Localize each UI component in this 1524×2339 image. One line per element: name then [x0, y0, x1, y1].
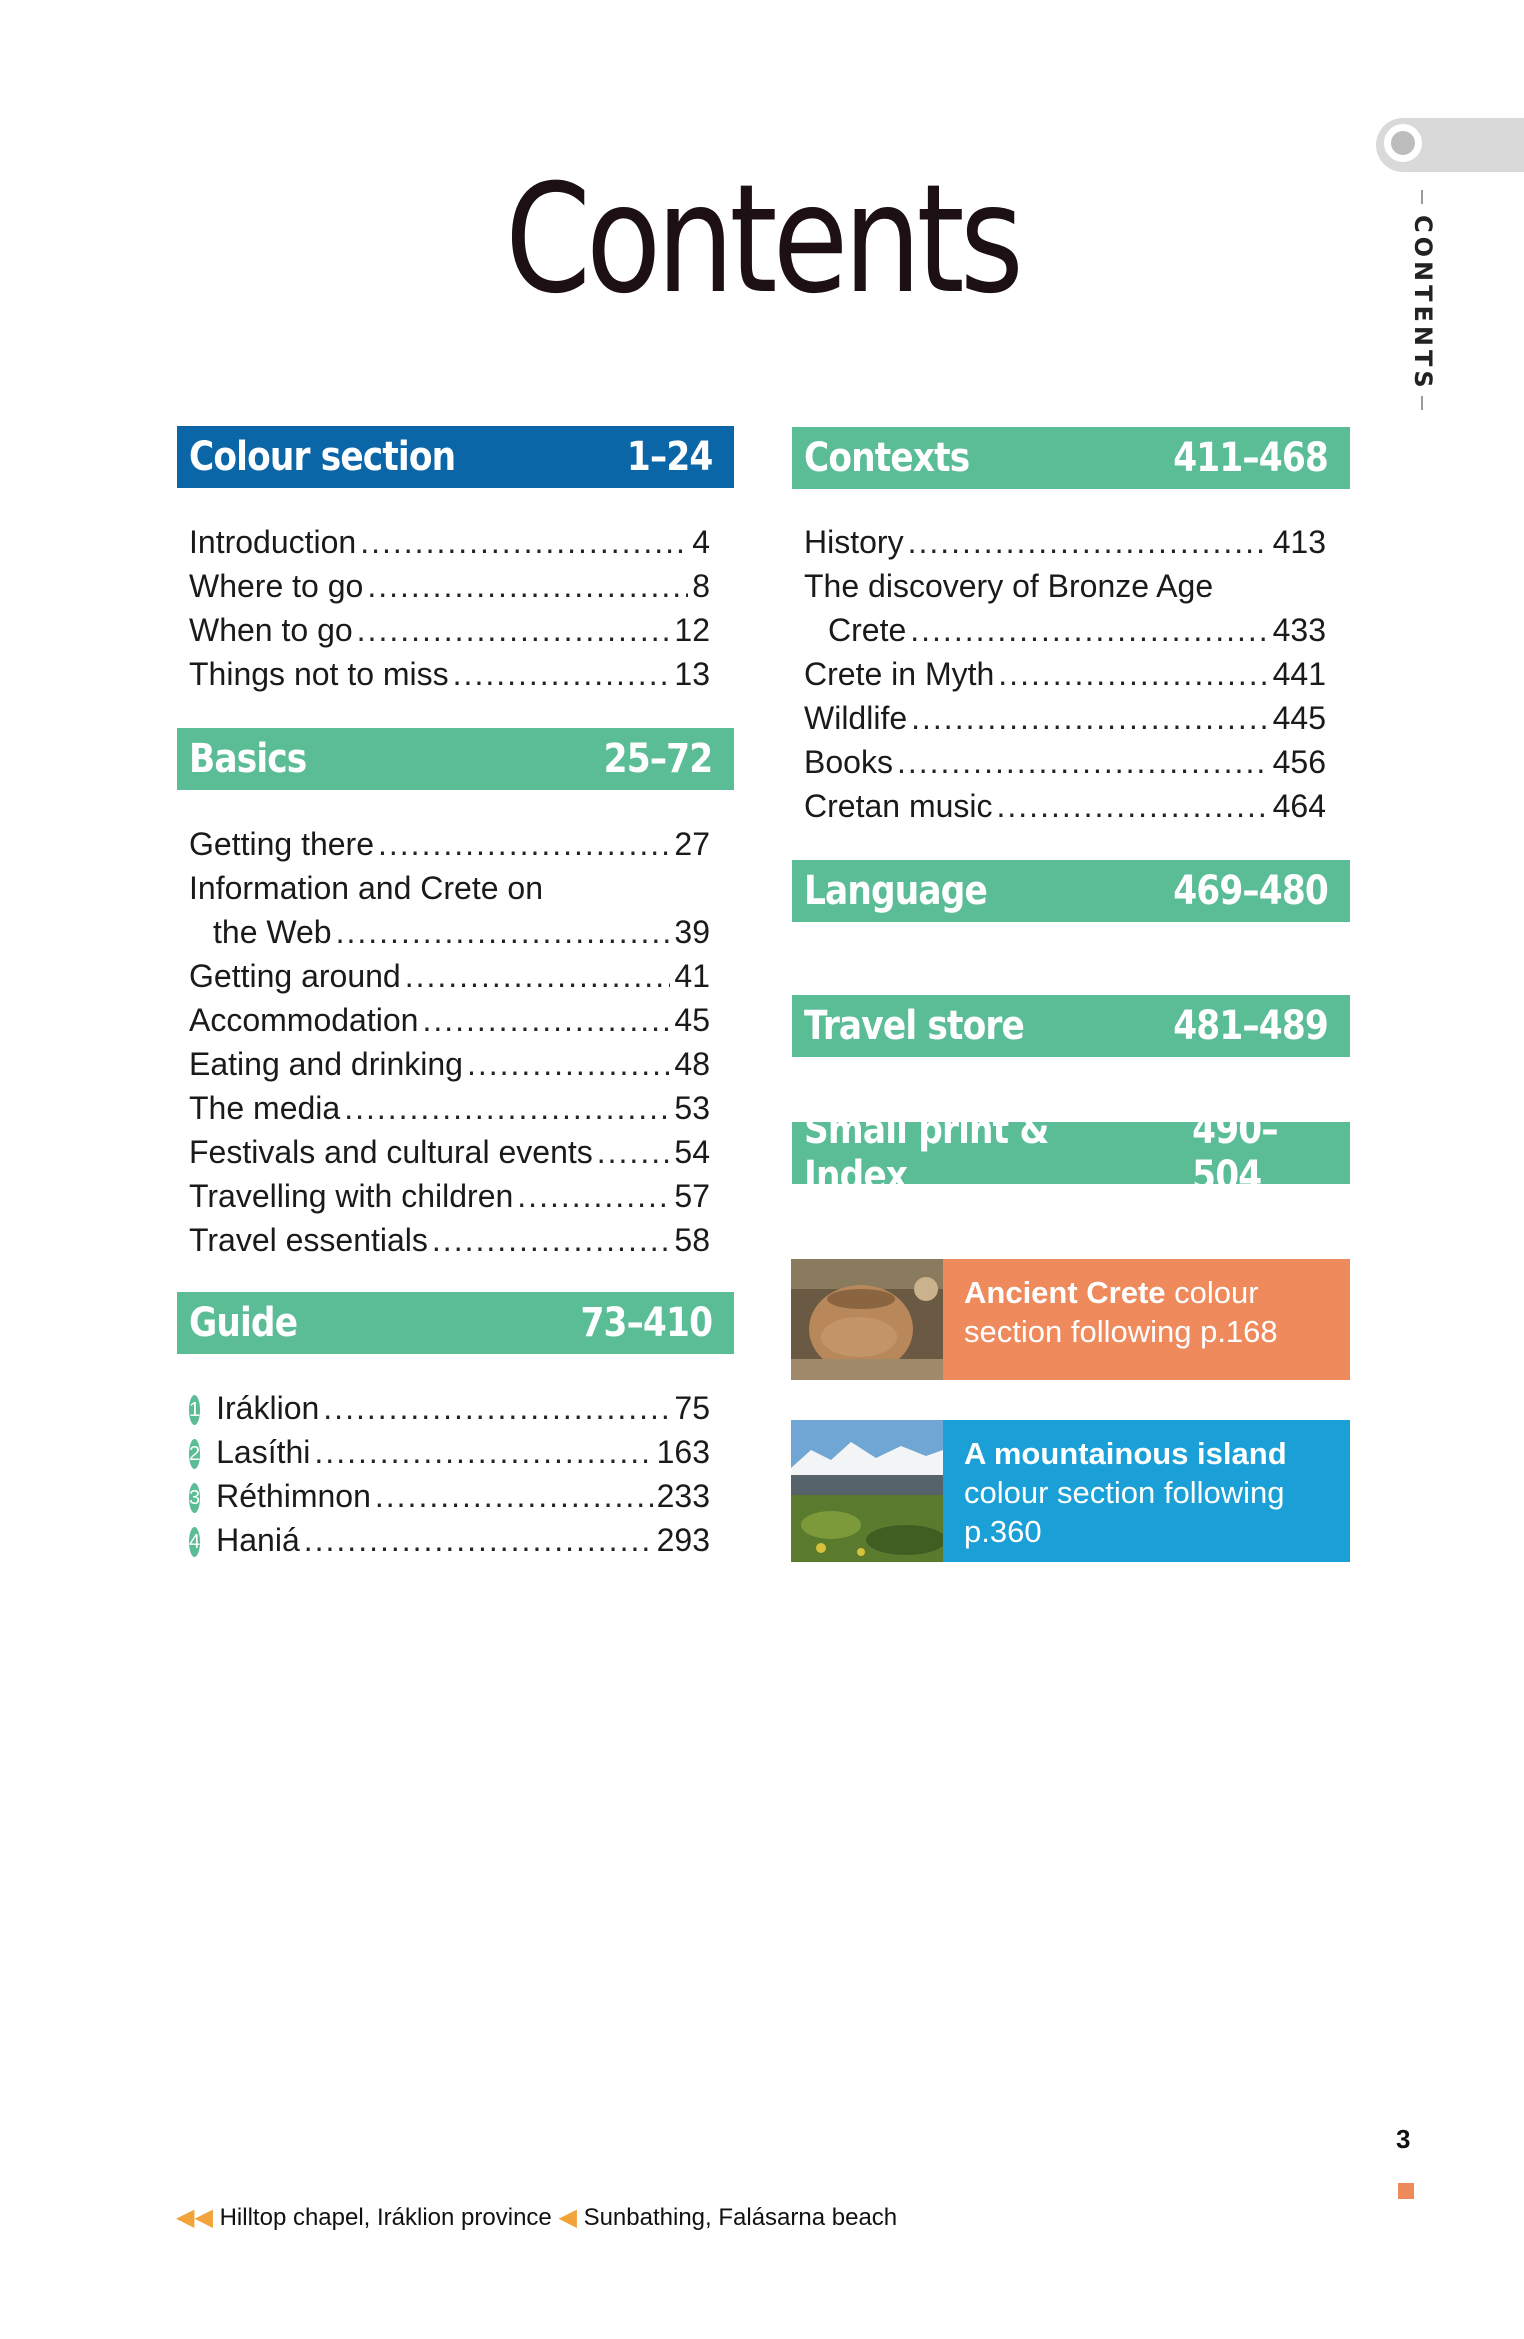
basics-label: Basics: [189, 736, 307, 782]
guide-range: 73–410: [580, 1300, 712, 1346]
photo-caption: [176, 2203, 897, 2232]
list-item[interactable]: 4 Haniá ..... 293: [189, 1518, 710, 1562]
basics-range: 25–72: [603, 736, 712, 782]
list-item[interactable]: Travelling with children ..... 57: [189, 1174, 710, 1218]
travel-store-band[interactable]: [792, 995, 1350, 1057]
list-item[interactable]: 2 Lasíthi ..... 163: [189, 1430, 710, 1474]
list-item[interactable]: Getting there ..... 27: [189, 822, 710, 866]
chapter-number-badge: 1: [189, 1395, 200, 1425]
contexts-label: Contexts: [804, 435, 970, 481]
mountainous-island-promo[interactable]: [791, 1420, 1350, 1562]
small-print-label: Small print & Index: [804, 1107, 1049, 1199]
basics-list: [189, 822, 710, 1262]
list-item[interactable]: 1 Iráklion ..... 75: [189, 1386, 710, 1430]
list-item[interactable]: Cretan music ..... 464: [804, 784, 1326, 828]
list-item[interactable]: Introduction ..... 4: [189, 520, 710, 564]
language-label: Language: [804, 868, 988, 914]
contexts-range: 411–468: [1173, 435, 1328, 481]
language-range: 469–480: [1173, 868, 1328, 914]
chapter-number-badge: 4: [189, 1527, 200, 1557]
caption-second: Sunbathing, Falásarna beach: [583, 2204, 898, 2231]
colour-section-list: [189, 520, 710, 696]
double-left-arrow-icon: ◀◀: [176, 2204, 213, 2231]
list-item[interactable]: Books ..... 456: [804, 740, 1326, 784]
colour-section-band[interactable]: [177, 426, 734, 488]
list-item[interactable]: 3 Réthimnon ..... 233: [189, 1474, 710, 1518]
caption-first: Hilltop chapel, Iráklion province: [219, 2204, 552, 2231]
list-item[interactable]: Crete ..... 433: [804, 608, 1326, 652]
list-item[interactable]: When to go ..... 12: [189, 608, 710, 652]
page-number: 3: [1396, 2124, 1411, 2154]
side-label: CONTENTS: [1409, 215, 1437, 392]
small-print-range: 490–504: [1192, 1107, 1278, 1199]
list-item[interactable]: Crete in Myth ..... 441: [804, 652, 1326, 696]
list-item[interactable]: History ..... 413: [804, 520, 1326, 564]
ancient-crete-promo[interactable]: [791, 1259, 1350, 1380]
chapter-number-badge: 2: [189, 1439, 200, 1469]
tab-circle-icon: [1384, 124, 1422, 162]
list-item[interactable]: Things not to miss ..... 13: [189, 652, 710, 696]
travel-store-range: 481–489: [1173, 1003, 1328, 1049]
mountain-landscape-image: [791, 1420, 943, 1562]
contexts-band[interactable]: [792, 427, 1350, 489]
list-item[interactable]: Where to go ..... 8: [189, 564, 710, 608]
travel-store-label: Travel store: [804, 1003, 1024, 1049]
colour-section-label: Colour section: [189, 434, 456, 480]
list-item[interactable]: Information and Crete on: [189, 870, 543, 906]
contexts-list: [804, 520, 1326, 828]
guide-list: [189, 1386, 710, 1562]
list-item[interactable]: Travel essentials ..... 58: [189, 1218, 710, 1262]
basics-band[interactable]: [177, 728, 734, 790]
promo-text: A mountainous island colour section following p.360: [964, 1436, 1287, 1549]
promo-text: Ancient Crete colour section following p.168: [964, 1275, 1278, 1349]
list-item[interactable]: the Web ..... 39: [189, 910, 710, 954]
chapter-number-badge: 3: [189, 1483, 200, 1513]
ancient-pot-image: [791, 1259, 943, 1380]
left-arrow-icon: ◀: [558, 2204, 577, 2231]
list-item[interactable]: Eating and drinking ..... 48: [189, 1042, 710, 1086]
list-item[interactable]: Wildlife ..... 445: [804, 696, 1326, 740]
small-print-band[interactable]: [792, 1107, 1350, 1199]
list-item[interactable]: The media ..... 53: [189, 1086, 710, 1130]
language-band[interactable]: [792, 860, 1350, 922]
guide-band[interactable]: [177, 1292, 734, 1354]
list-item[interactable]: The discovery of Bronze Age: [804, 568, 1214, 604]
guide-label: Guide: [189, 1300, 298, 1346]
page-marker: [1398, 2183, 1414, 2199]
list-item[interactable]: Accommodation ..... 45: [189, 998, 710, 1042]
list-item[interactable]: Festivals and cultural events ..... 54: [189, 1130, 710, 1174]
colour-section-range: 1–24: [626, 434, 712, 480]
list-item[interactable]: Getting around ..... 41: [189, 954, 710, 998]
page-title: Contents: [505, 153, 1019, 327]
